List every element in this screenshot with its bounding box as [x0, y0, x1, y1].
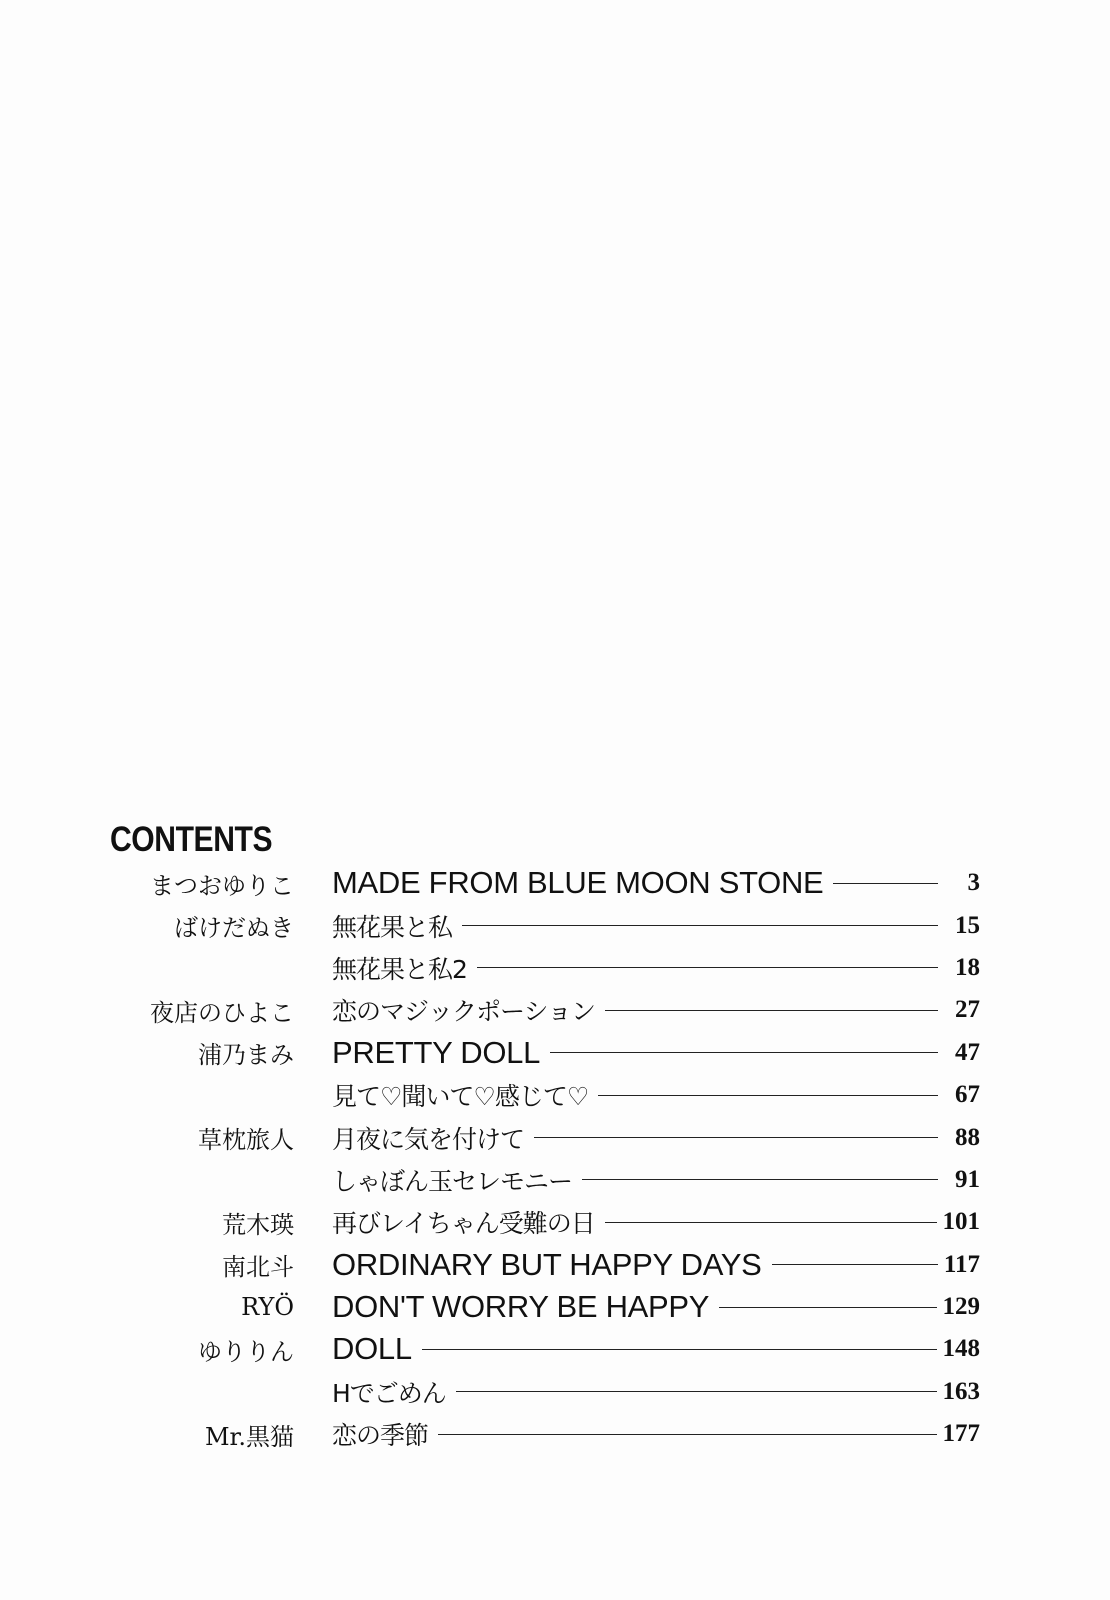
toc-page-number: 101 — [942, 1208, 980, 1236]
toc-entry-line — [332, 865, 980, 901]
toc-entry — [110, 1032, 980, 1074]
leader-line — [772, 1264, 938, 1265]
toc-entry — [110, 862, 980, 904]
toc-page-number: 27 — [955, 996, 980, 1024]
toc-story-title: 恋の季節 — [332, 1421, 429, 1451]
toc-author: 草枕旅人 — [198, 1126, 294, 1155]
leader-line — [598, 1095, 938, 1096]
toc-page-number: 129 — [942, 1293, 980, 1321]
toc-page-number: 148 — [942, 1335, 980, 1363]
toc-story-title: 無花果と私2 — [332, 954, 467, 984]
leader-line — [833, 883, 938, 884]
toc-author: 夜店のひよこ — [150, 998, 294, 1027]
toc-entry — [110, 1371, 980, 1413]
toc-entry-line — [332, 1035, 980, 1071]
toc-entry-line — [332, 908, 980, 944]
toc-entry-line — [332, 1289, 980, 1325]
leader-line — [582, 1179, 938, 1180]
toc-page-number: 3 — [967, 869, 980, 897]
toc-page-number: 67 — [955, 1081, 980, 1109]
toc-page-number: 18 — [955, 953, 980, 981]
contents-heading: CONTENTS — [110, 820, 273, 859]
toc-entry — [110, 1116, 980, 1158]
toc-entry — [110, 904, 980, 946]
toc-entry — [110, 1413, 980, 1455]
toc-story-title: 再びレイちゃん受難の日 — [332, 1209, 595, 1239]
toc-author: 南北斗 — [222, 1253, 294, 1282]
toc-entry-line — [332, 1374, 980, 1410]
leader-line — [534, 1137, 938, 1138]
toc-author: ばけだぬき — [174, 914, 294, 943]
toc-story-title: 無花果と私 — [332, 912, 453, 942]
toc-page-number: 47 — [955, 1038, 980, 1066]
toc-list — [110, 862, 980, 1455]
toc-entry — [110, 1201, 980, 1243]
toc-story-title: DOLL — [332, 1331, 412, 1367]
toc-entry — [110, 989, 980, 1031]
toc-page-number: 117 — [943, 1250, 980, 1278]
toc-author: ゆりりん — [198, 1337, 294, 1366]
toc-entry — [110, 1074, 980, 1116]
toc-entry-line — [332, 1247, 980, 1283]
toc-entry-line — [332, 1416, 980, 1452]
toc-entry-line — [332, 1162, 980, 1198]
toc-entry — [110, 1244, 980, 1286]
leader-line — [477, 967, 938, 968]
toc-entry — [110, 1328, 980, 1370]
toc-story-title: 月夜に気を付けて — [332, 1124, 525, 1154]
table-of-contents — [110, 818, 980, 1455]
leader-line — [438, 1434, 936, 1435]
toc-page-number: 163 — [942, 1377, 980, 1405]
toc-page-number: 91 — [955, 1165, 980, 1193]
toc-story-title: ORDINARY BUT HAPPY DAYS — [332, 1246, 762, 1282]
toc-page-number: 88 — [955, 1123, 980, 1151]
toc-author: まつおゆりこ — [150, 871, 294, 900]
toc-entry — [110, 1286, 980, 1328]
toc-story-title: 見て♡聞いて♡感じて♡ — [332, 1082, 589, 1112]
leader-line — [422, 1349, 937, 1350]
leader-line — [605, 1222, 937, 1223]
leader-line — [719, 1307, 936, 1308]
toc-story-title: DON'T WORRY BE HAPPY — [332, 1289, 710, 1325]
toc-entry-line — [332, 1204, 980, 1240]
toc-author: Mr.黒猫 — [204, 1422, 294, 1451]
toc-story-title: 恋のマジックポーション — [332, 997, 596, 1027]
toc-entry-line — [332, 1077, 980, 1113]
toc-author: 荒木瑛 — [222, 1210, 294, 1239]
toc-page-number: 15 — [955, 911, 980, 939]
toc-entry-line — [332, 992, 980, 1028]
toc-story-title: PRETTY DOLL — [332, 1034, 541, 1070]
toc-page-number: 177 — [942, 1420, 980, 1448]
toc-entry — [110, 1159, 980, 1201]
toc-story-title: MADE FROM BLUE MOON STONE — [332, 865, 824, 901]
toc-story-title: Hでごめん — [332, 1378, 446, 1408]
leader-line — [462, 925, 938, 926]
toc-author: RYÖ — [241, 1293, 294, 1322]
toc-entry-line — [332, 950, 980, 986]
toc-author: 浦乃まみ — [198, 1041, 294, 1070]
leader-line — [456, 1391, 937, 1392]
leader-line — [605, 1010, 938, 1011]
toc-entry-line — [332, 1331, 980, 1367]
leader-line — [550, 1052, 938, 1053]
toc-story-title: しゃぼん玉セレモニー — [332, 1166, 573, 1196]
toc-entry-line — [332, 1120, 980, 1156]
toc-entry — [110, 947, 980, 989]
